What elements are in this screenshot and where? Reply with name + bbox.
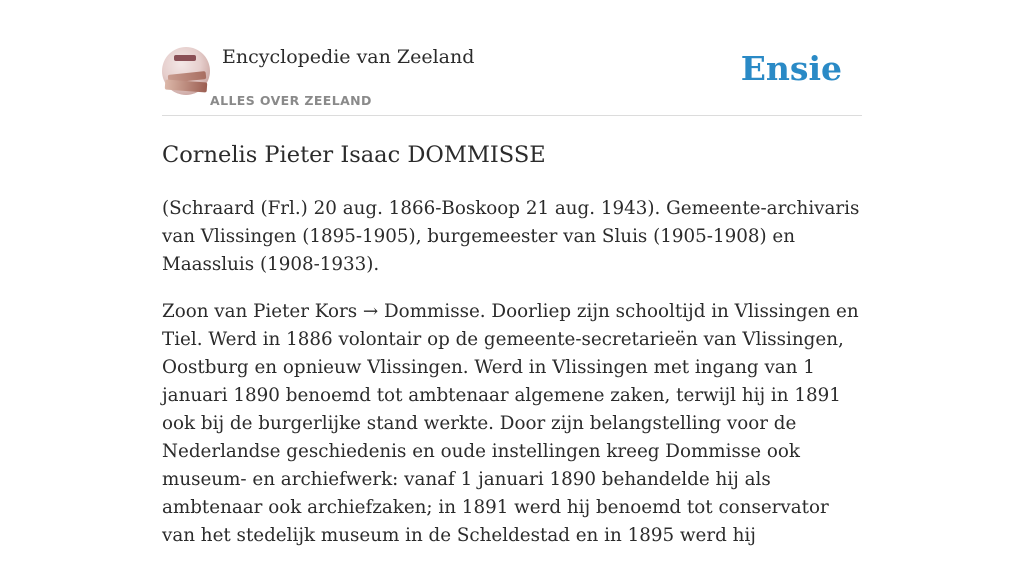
article-paragraph: (Schraard (Frl.) 20 aug. 1866-Boskoop 21 aug. 1943). Gemeente-archivaris van Vlissingen (1895-1905), burgemeester van Sluis (1905-1908) en Maassluis (1908-1933). <box>162 198 860 275</box>
site-title-link[interactable]: Encyclopedie van Zeeland <box>222 46 475 68</box>
article-paragraph: Zoon van Pieter Kors → Dommisse. Doorliep zijn schooltijd in Vlissingen en Tiel. Werd in 1886 volontair op de gemeente-secretarieën van Vlissingen, Oostburg en opnieuw Vlissingen. Werd in Vlissingen met ingang van 1 januari 1890 benoemd tot ambtenaar algemene zaken, terwijl hij in 1891 ook bij de burgerlijke stand werkte. Door zijn belangstelling voor de Nederlandse geschiedenis en oude instellingen kreeg Dommisse ook museum- en archiefwerk: vanaf 1 januari 1890 behandelde hij als ambtenaar ook archiefzaken; in 1891 werd hij benoemd tot conservator van het stedelijk museum in de Scheldestad en in 1895 werd hij <box>162 301 859 546</box>
ensie-logo-link[interactable]: Ensie <box>740 49 842 88</box>
site-avatar[interactable] <box>162 47 210 95</box>
article <box>162 138 862 569</box>
site-tagline: ALLES OVER ZEELAND <box>210 93 372 108</box>
avatar-image-detail <box>165 80 208 93</box>
site-header <box>162 38 862 116</box>
article-title: Cornelis Pieter Isaac DOMMISSE <box>162 142 546 168</box>
avatar-image-detail <box>174 55 196 61</box>
